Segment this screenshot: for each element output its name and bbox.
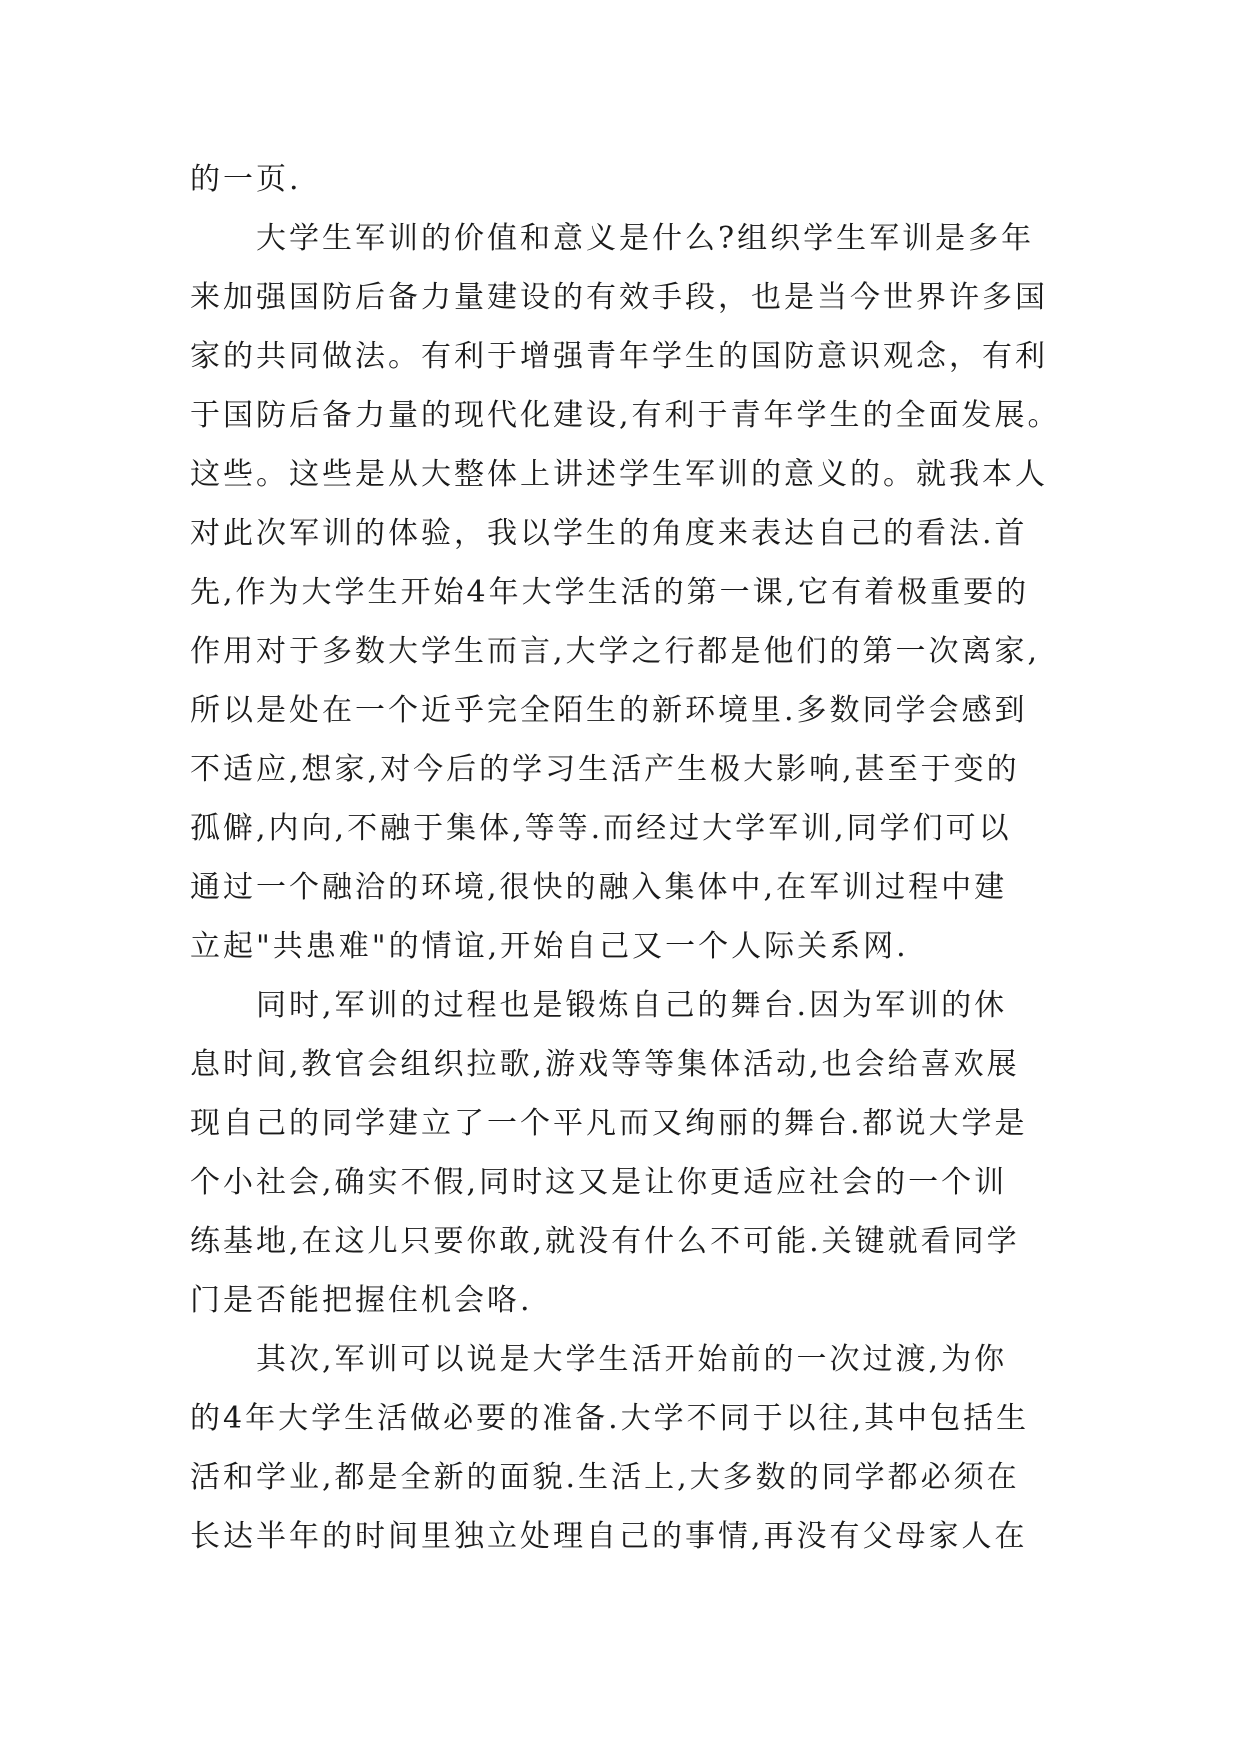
text-line: 于国防后备力量的现代化建设,有利于青年学生的全面发展。 xyxy=(190,398,1061,433)
text-line: 个小社会,确实不假,同时这又是让你更适应社会的一个训 xyxy=(190,1165,1008,1200)
text-line: 现自己的同学建立了一个平凡而又绚丽的舞台.都说大学是 xyxy=(190,1106,1028,1141)
text-line: 家的共同做法。有利于增强青年学生的国防意识观念，有利 xyxy=(190,339,1048,374)
text-line: 立起"共患难"的情谊,开始自己又一个人际关系网. xyxy=(190,929,909,964)
text-line: 来加强国防后备力量建设的有效手段，也是当今世界许多国 xyxy=(190,280,1048,315)
text-line: 门是否能把握住机会咯. xyxy=(190,1283,533,1318)
text-line: 通过一个融洽的环境,很快的融入集体中,在军训过程中建 xyxy=(190,870,1008,905)
text-line: 其次,军训可以说是大学生活开始前的一次过渡,为你 xyxy=(190,1342,1008,1377)
text-line: 作用对于多数大学生而言,大学之行都是他们的第一次离家, xyxy=(190,634,1041,669)
text-line: 同时,军训的过程也是锻炼自己的舞台.因为军训的休 xyxy=(190,988,1008,1023)
text-line: 息时间,教官会组织拉歌,游戏等等集体活动,也会给喜欢展 xyxy=(190,1047,1020,1082)
text-line: 先,作为大学生开始4年大学生活的第一课,它有着极重要的 xyxy=(190,575,1030,610)
text-line: 长达半年的时间里独立处理自己的事情,再没有父母家人在 xyxy=(190,1519,1028,1554)
text-line: 的4年大学生活做必要的准备.大学不同于以往,其中包括生 xyxy=(190,1401,1030,1436)
text-line: 大学生军训的价值和意义是什么?组织学生军训是多年 xyxy=(190,221,1035,256)
text-line: 孤僻,内向,不融于集体,等等.而经过大学军训,同学们可以 xyxy=(190,811,1012,846)
text-line: 练基地,在这儿只要你敢,就没有什么不可能.关键就看同学 xyxy=(190,1224,1020,1259)
text-line: 所以是处在一个近乎完全陌生的新环境里.多数同学会感到 xyxy=(190,693,1028,728)
text-line: 活和学业,都是全新的面貌.生活上,大多数的同学都必须在 xyxy=(190,1460,1020,1495)
text-line: 对此次军训的体验，我以学生的角度来表达自己的看法.首 xyxy=(190,516,1028,551)
document-body xyxy=(190,150,1070,1566)
text-line: 的一页. xyxy=(190,162,302,197)
text-line: 不适应,想家,对今后的学习生活产生极大影响,甚至于变的 xyxy=(190,752,1020,787)
text-line: 这些。这些是从大整体上讲述学生军训的意义的。就我本人 xyxy=(190,457,1048,492)
